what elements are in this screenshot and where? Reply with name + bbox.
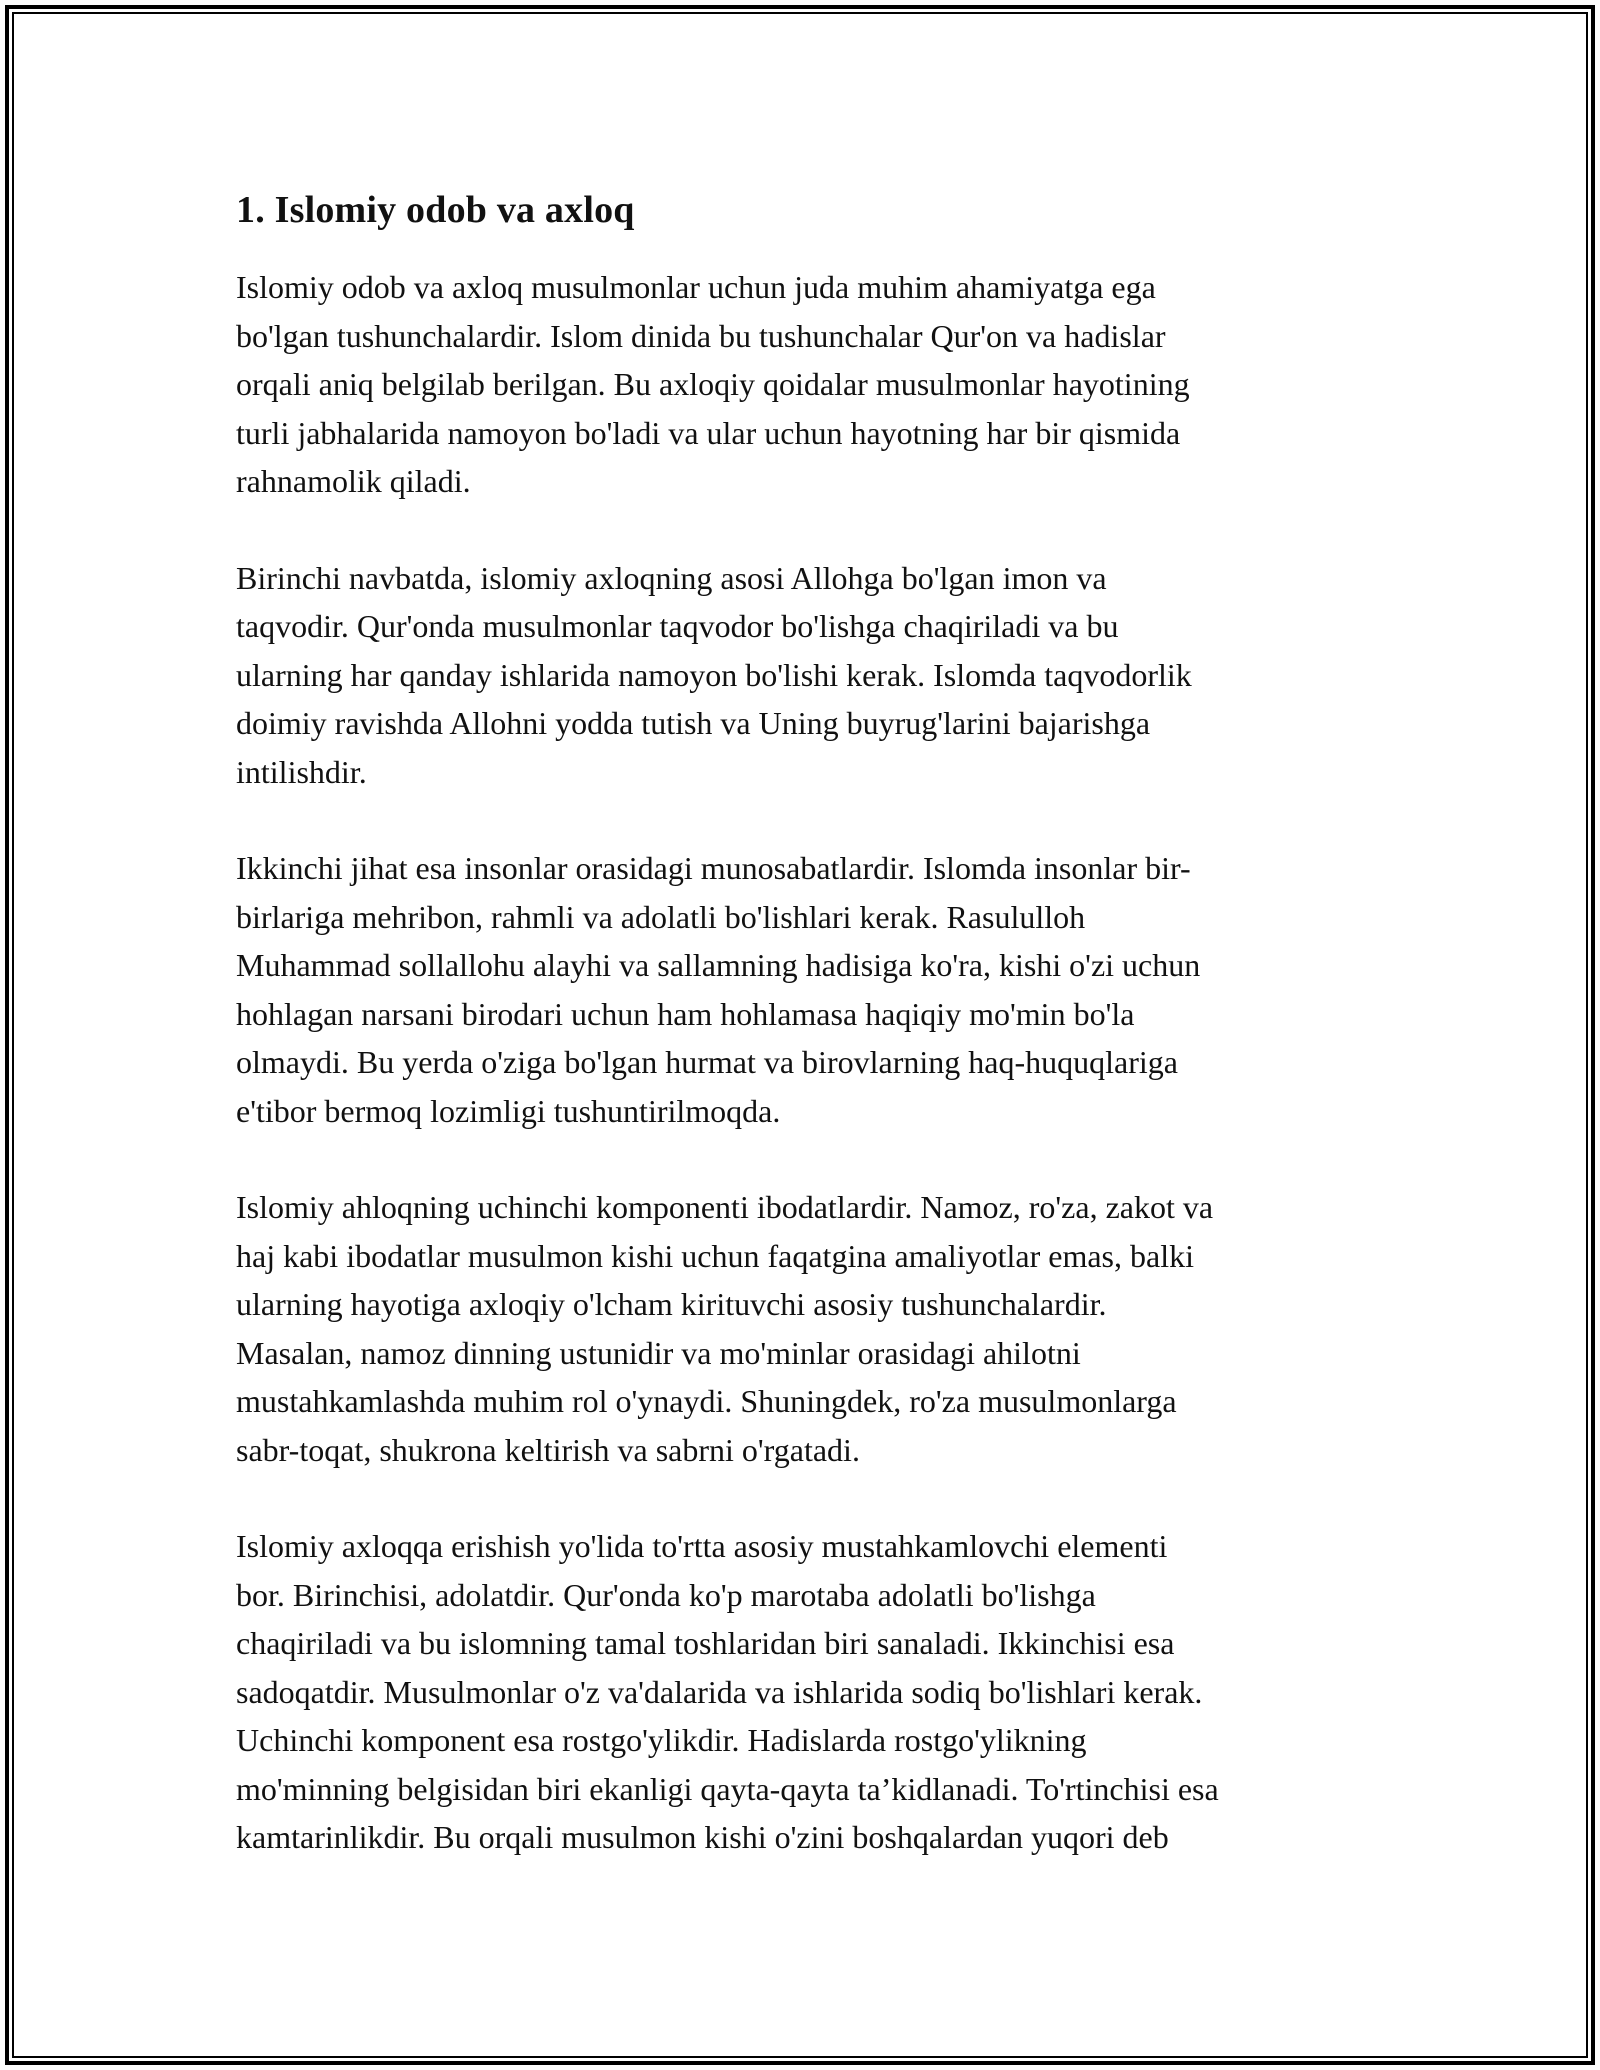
paragraph-2: Birinchi navbatda, islomiy axloqning asosi Allohga bo'lgan imon va taqvodir. Qur'onda musulmonlar taqvodor bo'lishga chaqiriladi va bu ularning har qanday ishlarida namoyon bo'lishi kerak. Islomda taqvodorlik doimiy ravishda Allohni yodda tutish va Uning buyrug'larini bajarishga intilishdir. — [236, 559, 1192, 790]
paragraph-5: Islomiy axloqqa erishish yo'lida to'rtta asosiy mustahkamlovchi elementi bor. Birinchisi, adolatdir. Qur'onda ko'p marotaba adolatli bo'lishga chaqiriladi va bu islomning tamal toshlaridan biri sanaladi. Ikkinchisi esa sadoqatdir. Musulmonlar o'z va'dalarida va ishlarida sodiq bo'lishlari kerak. Uchinchi komponent esa rostgo'ylikdir. Hadislarda rostgo'ylikning mo'minning belgisidan biri ekanligi qayta-qayta ta’kidlanadi. To'rtinchisi esa kamtarinlikdir. Bu orqali musulmon kishi o'zini boshqalardan yuqori deb — [236, 1528, 1219, 1855]
paragraph-4: Islomiy ahloqning uchinchi komponenti ibodatlardir. Namoz, ro'za, zakot va haj kabi ibodatlar musulmon kishi uchun faqatgina amaliyotlar emas, balki ularning hayotiga axloqiy o'lcham kirituvchi asosiy tushunchalardir. Masalan, namoz dinning ustunidir va mo'minlar orasidagi ahilotni mustahkamlashda muhim rol o'ynaydi. Shuningdek, ro'za musulmonlarga sabr-toqat, shukrona keltirish va sabrni o'rgatadi. — [236, 1189, 1214, 1468]
document-body — [236, 185, 1366, 1910]
paragraph-3: Ikkinchi jihat esa insonlar orasidagi munosabatlardir. Islomda insonlar bir- birlariga mehribon, rahmli va adolatli bo'lishlari kerak. Rasululloh Muhammad sollallohu alayhi va sallamning hadisiga ko'ra, kishi o'zi uchun hohlagan narsani birodari uchun ham hohlamasa haqiqiy mo'min bo'la olmaydi. Bu yerda o'ziga bo'lgan hurmat va birovlarning haq-huquqlariga e'tibor bermoq lozimligi tushuntirilmoqda. — [236, 850, 1201, 1129]
section-heading: 1. Islomiy odob va axloq — [236, 189, 635, 231]
paragraph-1: Islomiy odob va axloq musulmonlar uchun juda muhim ahamiyatga ega bo'lgan tushunchalardir. Islom dinida bu tushunchalar Qur'on va hadislar orqali aniq belgilab berilgan. Bu axloqiy qoidalar musulmonlar hayotining turli jabhalarida namoyon bo'ladi va ular uchun hayotning har bir qismida rahnamolik qiladi. — [236, 269, 1190, 499]
